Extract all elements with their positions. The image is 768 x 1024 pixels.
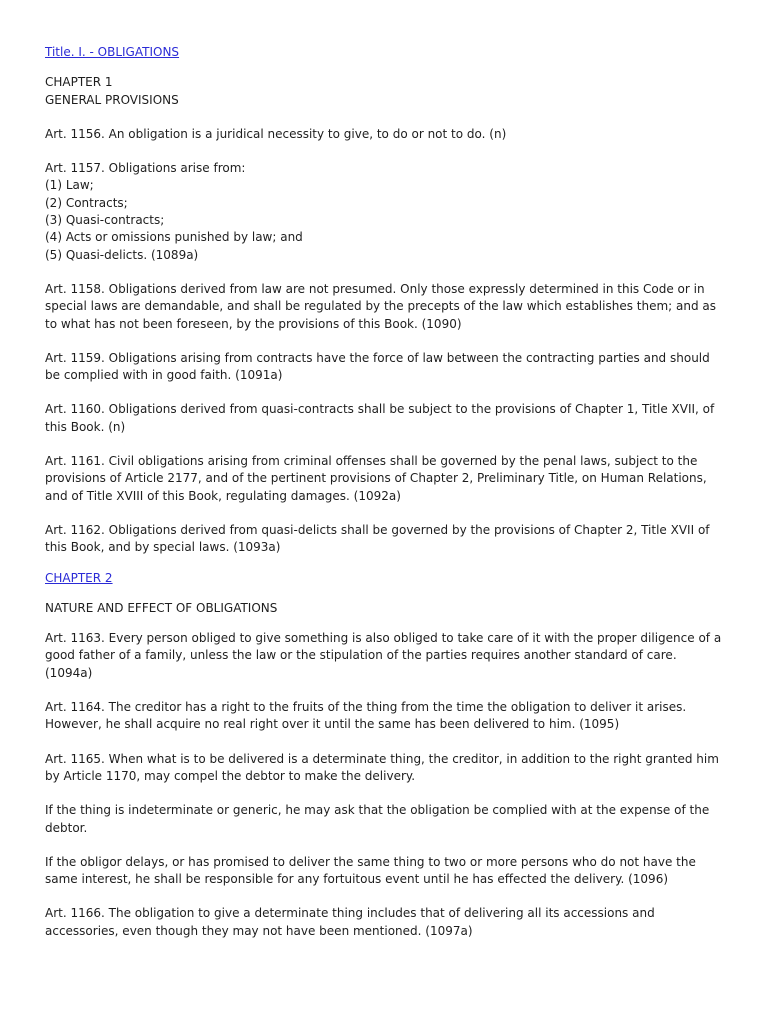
article-1157-item: (5) Quasi-delicts. (1089a) [45,247,199,262]
article-1166: Art. 1166. The obligation to give a determinate thing includes that of delivering all its accessions and accessories, even though they may not have been mentioned. (1097a) [45,906,655,938]
article-1163: Art. 1163. Every person obliged to give something is also obliged to take care of it with the proper diligence of a good father of a family, unless the law or the stipulation of the parties requires another standard of care. (1094a) [45,631,722,680]
article-1156: Art. 1156. An obligation is a juridical necessity to give, to do or not to do. (n) [45,126,507,141]
article-1157-intro: Art. 1157. Obligations arise from: [45,161,246,176]
chapter1-heading-block [45,74,725,109]
article-1165-paragraph-3: If the obligor delays, or has promised to deliver the same thing to two or more persons who do not have the same interest, he shall be responsible for any fortuitous event until he has effected the delivery. (1096) [45,854,696,887]
article-1165-paragraph-2: If the thing is indeterminate or generic, he may ask that the obligation be complied with at the expense of the debtor. [45,803,710,835]
article-1159: Art. 1159. Obligations arising from contracts have the force of law between the contracting parties and should be complied with in good faith. (1091a) [45,350,710,383]
chapter2-subheading: NATURE AND EFFECT OF OBLIGATIONS [45,600,278,615]
article-1160: Art. 1160. Obligations derived from quasi-contracts shall be subject to the provisions of Chapter 1, Title XVII, of this Book. (n) [45,402,715,434]
article-1157-item: (1) Law; [45,178,94,193]
article-1157-item: (2) Contracts; [45,195,128,210]
article-1158: Art. 1158. Obligations derived from law are not presumed. Only those expressly determined in this Code or in special laws are demandable, and shall be regulated by the precepts of the law which establishes them; and as to what has not been foreseen, by the provisions of this Book. (1090) [45,281,717,331]
article-1157-item: (3) Quasi-contracts; [45,213,165,228]
article-1157-item: (4) Acts or omissions punished by law; and [45,230,303,245]
article-1161: Art. 1161. Civil obligations arising from criminal offenses shall be governed by the penal laws, subject to the provisions of Article 2177, and of the pertinent provisions of Chapter 2, Preliminary Title, on Human Relations, and of Title XVIII of this Book, regulating damages. (1092a) [45,454,707,503]
chapter1-subheading: GENERAL PROVISIONS [45,92,179,107]
article-1165-paragraph-1: Art. 1165. When what is to be delivered is a determinate thing, the creditor, in addition to the right granted him by Article 1170, may compel the debtor to make the delivery. [45,751,719,783]
chapter2-paragraph [45,570,725,587]
article-1164: Art. 1164. The creditor has a right to the fruits of the thing from the time the obligation to deliver it arises. However, he shall acquire no real right over it until the same has been delivered to him. (1095) [45,700,687,732]
document-body [45,44,725,957]
article-1157 [45,160,725,264]
chapter1-heading: CHAPTER 1 [45,75,113,90]
chapter2-link[interactable]: CHAPTER 2 [45,570,113,585]
title-link[interactable]: Title. I. - OBLIGATIONS [45,45,180,59]
title-paragraph [45,44,725,61]
article-1162: Art. 1162. Obligations derived from quasi-delicts shall be governed by the provisions of Chapter 2, Title XVII of this Book, and by special laws. (1093a) [45,522,710,555]
